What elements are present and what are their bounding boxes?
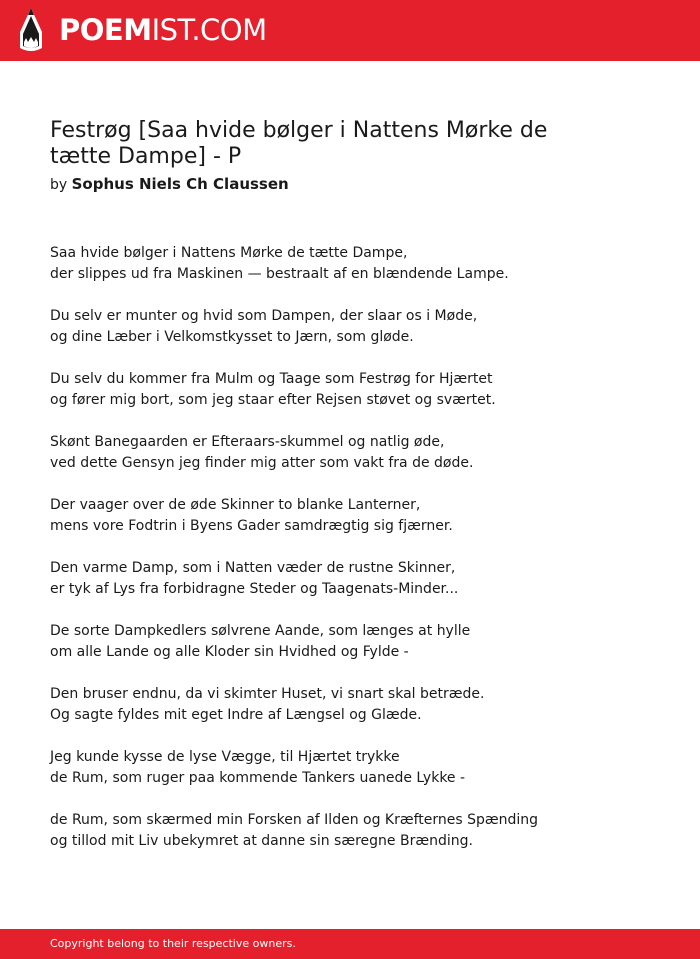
poem-line: Saa hvide bølger i Nattens Mørke de tætte Dampe, — [50, 245, 408, 261]
poem-line: Den bruser endnu, da vi skimter Huset, vi snart skal betræde. — [50, 686, 485, 702]
poem-line: og fører mig bort, som jeg staar efter Rejsen støvet og sværtet. — [50, 392, 496, 408]
poem-line: de Rum, som ruger paa kommende Tankers uanede Lykke - — [50, 770, 466, 786]
stanza — [50, 243, 670, 285]
logo-light-text: IST.COM — [151, 13, 267, 47]
poem-body — [50, 243, 670, 873]
logo-wordmark — [59, 8, 267, 52]
stanza — [50, 558, 670, 600]
poem-header — [50, 118, 610, 194]
site-header — [0, 0, 700, 61]
by-label: by — [50, 177, 68, 193]
poem-line: er tyk af Lys fra forbidragne Steder og Taagenats-Minder... — [50, 581, 459, 597]
poem-line: Du selv du kommer fra Mulm og Taage som Festrøg for Hjærtet — [50, 371, 493, 387]
poem-line: Skønt Banegaarden er Efteraars-skummel og natlig øde, — [50, 434, 445, 450]
author-name[interactable]: Sophus Niels Ch Claussen — [71, 175, 289, 193]
poem-line: Du selv er munter og hvid som Dampen, der slaar os i Møde, — [50, 308, 478, 324]
poem-line: om alle Lande og alle Kloder sin Hvidhed og Fylde - — [50, 644, 409, 660]
stanza — [50, 747, 670, 789]
poem-line: og dine Læber i Velkomstkysset to Jærn, som gløde. — [50, 329, 414, 345]
poem-line: ved dette Gensyn jeg finder mig atter som vakt fra de døde. — [50, 455, 474, 471]
pen-nib-icon — [18, 8, 44, 52]
stanza — [50, 369, 670, 411]
poem-line: Jeg kunde kysse de lyse Vægge, til Hjærtet trykke — [50, 749, 400, 765]
stanza — [50, 495, 670, 537]
byline — [50, 175, 610, 194]
poem-line: De sorte Dampkedlers sølvrene Aande, som længes at hylle — [50, 623, 471, 639]
poem-line: mens vore Fodtrin i Byens Gader samdrægtig sig fjærner. — [50, 518, 453, 534]
poem-line: og tillod mit Liv ubekymret at danne sin særegne Brænding. — [50, 833, 473, 849]
stanza — [50, 810, 670, 852]
stanza — [50, 621, 670, 663]
stanza — [50, 306, 670, 348]
site-logo-link[interactable] — [18, 8, 267, 52]
poem-line: Den varme Damp, som i Natten væder de rustne Skinner, — [50, 560, 456, 576]
site-footer — [0, 929, 700, 959]
poem-line: Og sagte fyldes mit eget Indre af Længsel og Glæde. — [50, 707, 422, 723]
stanza — [50, 684, 670, 726]
poem-line: de Rum, som skærmed min Forsken af Ilden og Kræfternes Spænding — [50, 812, 539, 828]
stanza — [50, 432, 670, 474]
logo-bold-text: POEM — [59, 13, 152, 47]
copyright-text: Copyright belong to their respective owners. — [50, 937, 296, 950]
poem-line: der slippes ud fra Maskinen — bestraalt af en blændende Lampe. — [50, 266, 509, 282]
poem-line: Der vaager over de øde Skinner to blanke Lanterner, — [50, 497, 421, 513]
poem-title: Festrøg [Saa hvide bølger i Nattens Mørke de tætte Dampe] - P — [50, 118, 548, 169]
